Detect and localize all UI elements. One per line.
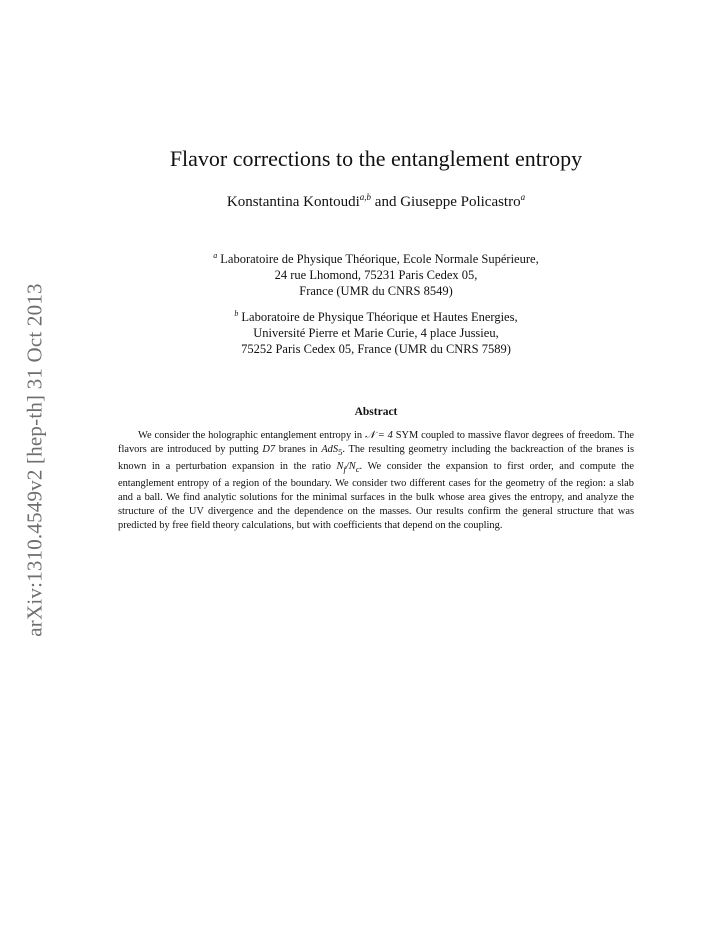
paper-title: Flavor corrections to the entanglement entropy	[169, 146, 583, 171]
affiliation-a	[0, 248, 720, 299]
affiliation-line: 75252 Paris Cedex 05, France (UMR du CNRS 7589)	[241, 342, 511, 357]
affiliation-marker: b	[234, 309, 239, 318]
affiliation-marker: a	[213, 251, 218, 260]
math-n-equals-4: 𝒩 = 4	[364, 430, 393, 441]
abstract-heading: Abstract	[354, 406, 398, 418]
math-ratio-slash-n: /N	[345, 460, 356, 472]
abstract-text: We consider the holographic entanglement entropy in 𝒩 = 4 SYM coupled to massive flavor degrees of freedom. The flavors are introduced by putting D7 branes in AdS$_5$. The resulting geometry including the backreaction of the branes is known in a perturbation expansion in the ratio $N_f/N_c$. We consider the expansion to first order, and compute the entanglement entropy of a region of the boundary. We consider two different cases for the geometry of the region: a slab and a ball. We find analytic solutions for the minimal surfaces in the bulk whose area gives the entropy, and analyze the structure of the UV divergence and the dependence on the masses. Our results confirm the general structure that was predicted by free field theory calculations, but with coefficients that depend on the coupling.	[118, 430, 635, 531]
affiliation-line: 24 rue Lhomond, 75231 Paris Cedex 05,	[274, 268, 478, 283]
arxiv-identifier-stamp: arXiv:1310.4549v2 [hep-th] 31 Oct 2013	[22, 283, 47, 637]
math-ads-subscript: 5	[338, 446, 343, 457]
author-name: Konstantina Kontoudi	[226, 194, 360, 210]
author-name: Giuseppe Policastro	[400, 194, 521, 210]
author-affiliation-marker: a	[520, 192, 526, 202]
math-ratio-f: f	[343, 463, 346, 474]
author-affiliation-marker: a,b	[359, 192, 372, 202]
affiliation-line: $^a$ Laboratoire de Physique Théorique, Ecole Normale Supérieure,	[213, 251, 539, 267]
math-ads: AdS	[321, 443, 339, 455]
author-joiner: and	[371, 194, 401, 210]
math-ratio-c: c	[355, 463, 360, 474]
affiliation-b	[0, 306, 720, 357]
math-ratio-n: N	[336, 460, 344, 472]
affiliation-line: $^b$ Laboratoire de Physique Théorique et Hautes Energies,	[234, 309, 518, 325]
math-d7: D7	[262, 443, 276, 455]
affiliation-line: France (UMR du CNRS 8549)	[299, 284, 453, 299]
affiliation-line: Université Pierre et Marie Curie, 4 place Jussieu,	[253, 326, 499, 341]
author-list	[0, 192, 720, 211]
